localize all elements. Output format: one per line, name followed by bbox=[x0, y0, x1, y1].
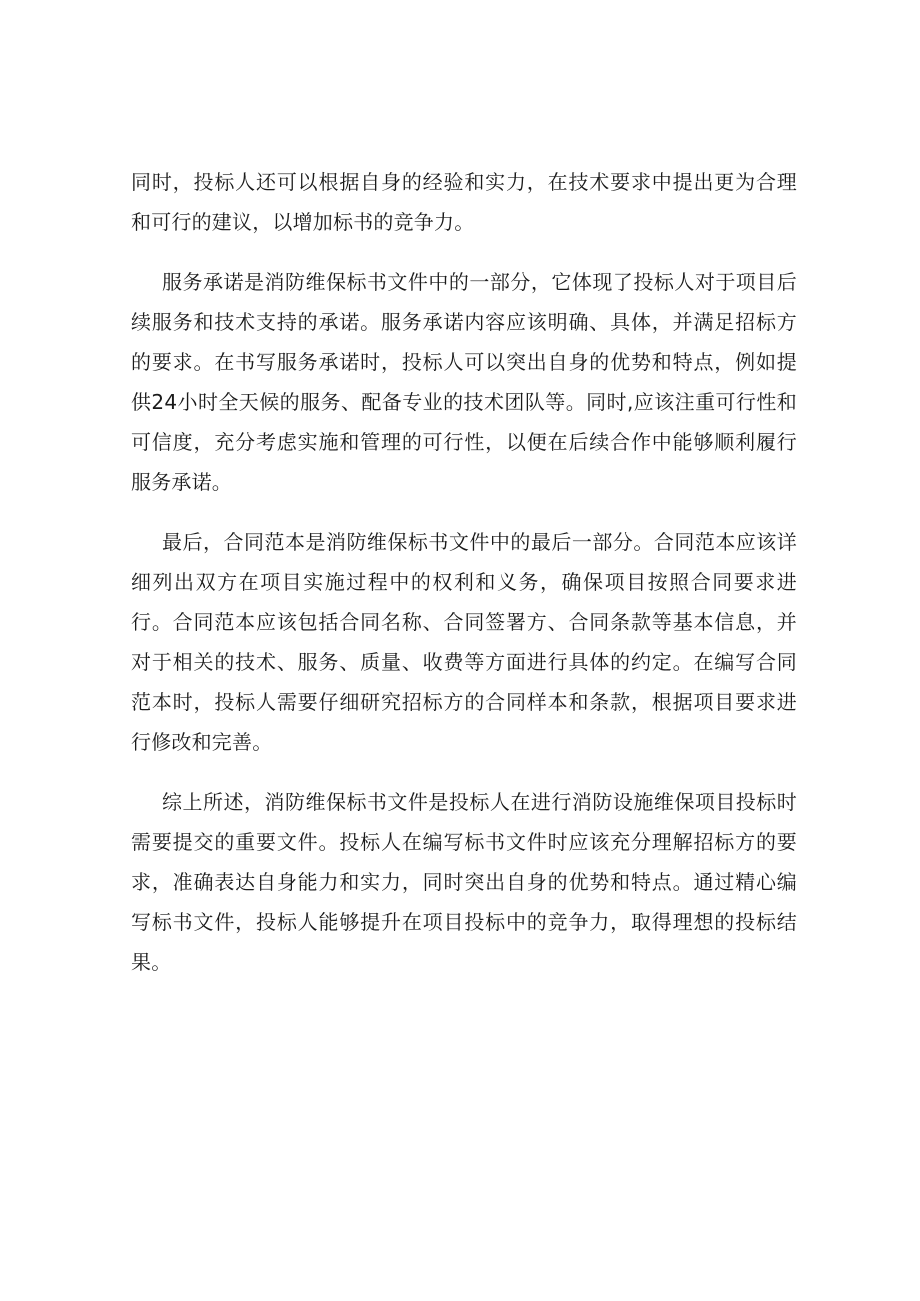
paragraph-2: 服务承诺是消防维保标书文件中的一部分，它体现了投标人对于项目后续服务和技术支持的承诺。服务承诺内容应该明确、具体，并满足招标方的要求。在书写服务承诺时，投标人可以突出自身的优势和特点，例如提供24小时全天候的服务、配备专业的技术团队等。同时,应该注重可行性和可信度，充分考虑实施和管理的可行性，以便在后续合作中能够顺利履行服务承诺。 bbox=[131, 270, 797, 494]
document-body bbox=[131, 162, 797, 1002]
paragraph-1: 同时，投标人还可以根据自身的经验和实力，在技术要求中提出更为合理和可行的建议，以增加标书的竞争力。 bbox=[131, 170, 797, 234]
paragraph-3: 最后，合同范本是消防维保标书文件中的最后一部分。合同范本应该详细列出双方在项目实施过程中的权利和义务，确保项目按照合同要求进行。合同范本应该包括合同名称、合同签署方、合同条款等基本信息，并对于相关的技术、服务、质量、收费等方面进行具体的约定。在编写合同范本时，投标人需要仔细研究招标方的合同样本和条款，根据项目要求进行修改和完善。 bbox=[131, 530, 797, 754]
paragraph-4: 综上所述，消防维保标书文件是投标人在进行消防设施维保项目投标时需要提交的重要文件。投标人在编写标书文件时应该充分理解招标方的要求，准确表达自身能力和实力，同时突出自身的优势和特点。通过精心编写标书文件，投标人能够提升在项目投标中的竞争力，取得理想的投标结果。 bbox=[131, 790, 797, 974]
